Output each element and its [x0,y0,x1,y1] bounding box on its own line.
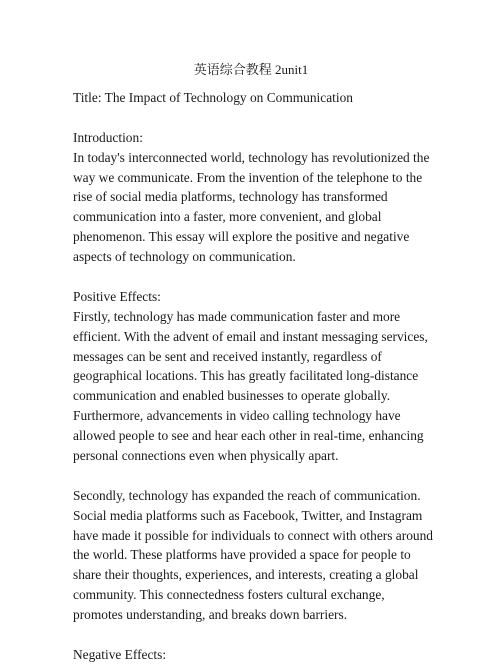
section-heading-introduction: Introduction: [73,129,143,145]
paragraph-line: community. This connectedness fosters cultural exchange, [73,587,385,603]
paragraph-line: aspects of technology on communication. [73,249,296,265]
paragraph-line: Social media platforms such as Facebook, Twitter, and Instagram [73,507,423,523]
essay-title: Title: The Impact of Technology on Communication [73,90,353,105]
paragraph-line: Secondly, technology has expanded the reach of communication. [73,487,421,503]
paragraph-line: phenomenon. This essay will explore the positive and negative [73,229,410,245]
section-heading-positive-effects: Positive Effects: [73,288,161,304]
document-body [73,88,433,665]
paragraph-line: Furthermore, advancements in video calling technology have [73,408,401,424]
paragraph-line: messages can be sent and received instantly, regardless of [73,348,382,364]
paragraph-line: communication and enabled businesses to operate globally. [73,388,391,404]
paragraph-line: promotes understanding, and breaks down barriers. [73,607,348,623]
paragraph-line: In today's interconnected world, technology has revolutionized the [73,149,430,165]
paragraph-line: efficient. With the advent of email and instant messaging services, [73,328,428,344]
paragraph-line: personal connections even when physically apart. [73,448,339,464]
paragraph-line: rise of social media platforms, technology has transformed [73,189,388,205]
paragraph-line: way we communicate. From the invention of the telephone to the [73,169,423,185]
spacer [73,466,433,486]
spacer [73,625,433,645]
spacer [73,108,433,128]
paragraph-line: share their thoughts, experiences, and interests, creating a global [73,567,419,583]
paragraph-line: have made it possible for individuals to connect with others around [73,527,433,543]
section-heading-negative-effects: Negative Effects: [73,646,167,662]
document-header: 英语综合教程 2unit1 [193,62,309,77]
spacer [73,267,433,287]
paragraph-line: communication into a faster, more convenient, and global [73,209,382,225]
paragraph-line: Firstly, technology has made communication faster and more [73,308,401,324]
paragraph-line: allowed people to see and hear each other in real-time, enhancing [73,428,424,444]
paragraph-line: the world. These platforms have provided a space for people to [73,547,411,563]
paragraph-line: geographical locations. This has greatly facilitated long-distance [73,368,419,384]
